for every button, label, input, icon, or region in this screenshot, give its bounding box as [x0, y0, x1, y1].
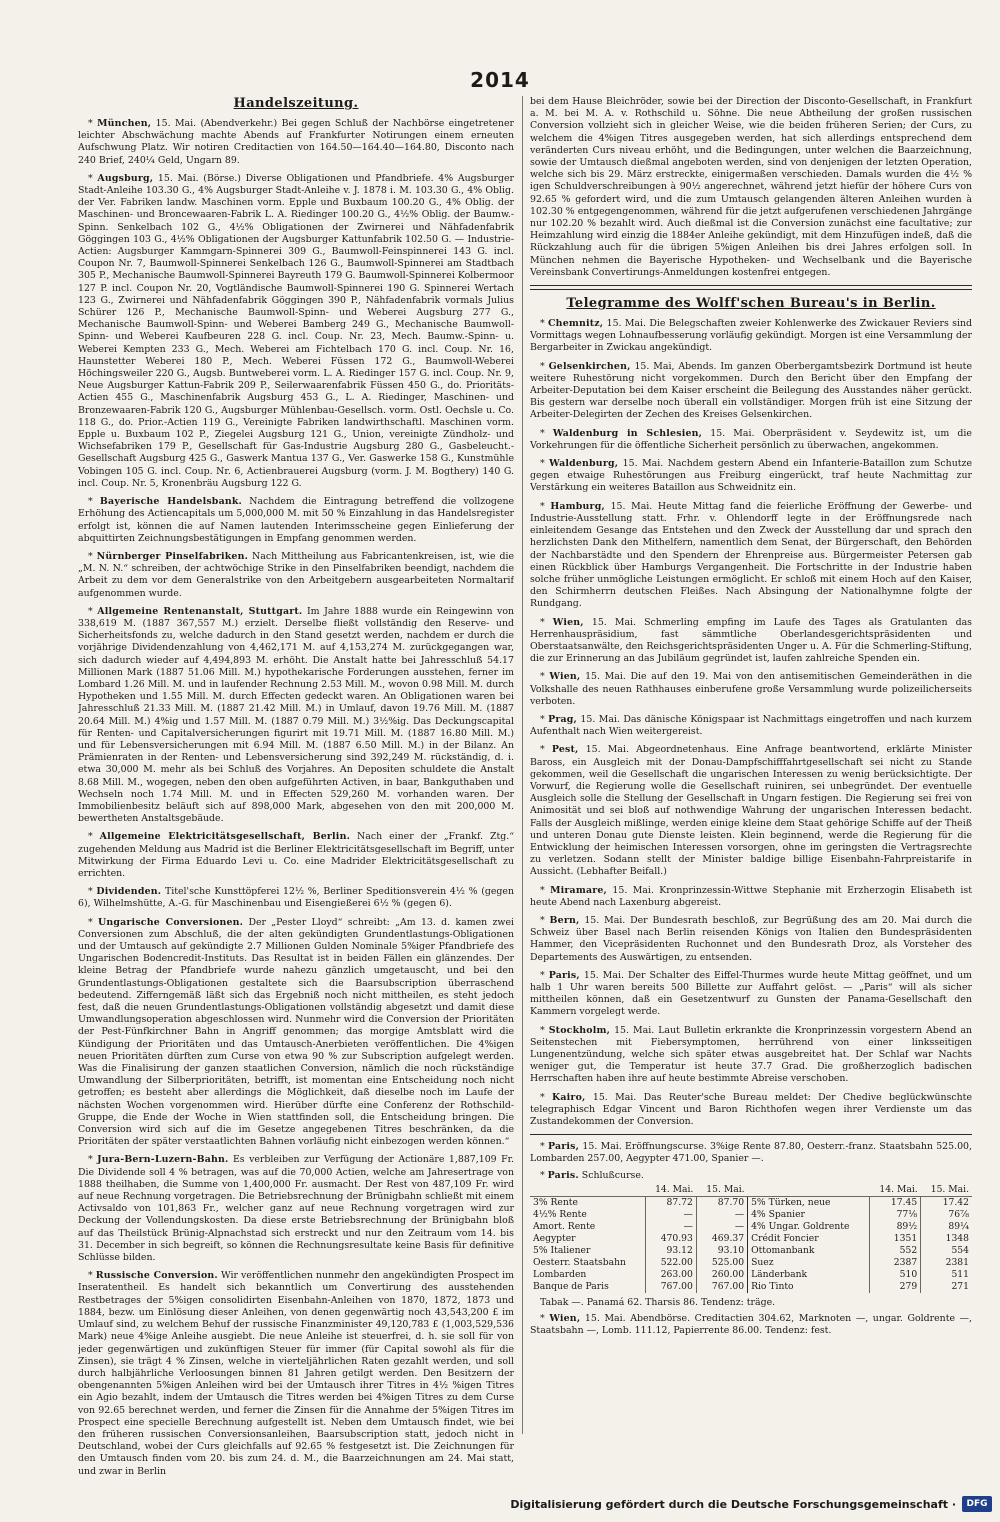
handels-article-lead: Bayerische Handelsbank.: [99, 496, 243, 508]
left-column: [78, 96, 514, 1484]
market-name-right: 5% Türken, neue: [748, 1196, 870, 1209]
market-value-left-a: 93.12: [645, 1245, 696, 1257]
dfg-logo: DFG: [962, 1496, 992, 1512]
market-value-right-a: 279: [869, 1281, 920, 1293]
telegram-article: * Chemnitz, 15. Mai. Die Belegschaften zweier Kohlenwerke des Zwickauer Reviers sind Vormittags wegen Lohnaufbesserung vorläufig gekündigt. Morgen ist eine Versammlung der Bergarbeiter in Zwickau angekündigt.: [530, 318, 972, 354]
market-value-right-b: 76⅞: [921, 1209, 972, 1221]
market-value-left-a: 522.00: [645, 1257, 696, 1269]
header-blank-right: [748, 1184, 870, 1197]
telegram-article-lead: Gelsenkirchen,: [548, 360, 631, 372]
telegram-article-text: 15. Mai. Nachdem gestern Abend ein Infanterie-Bataillon zum Schutze gegen etwaige Ruhestörungen aus Freiburg eingerückt, traf heute Nachmittag zur Verstärkung ein weiteres Bataillon aus Schweidnitz ein.: [530, 458, 972, 494]
telegram-article-text: 15. Mai. Kronprinzessin-Wittwe Stephanie mit Erzherzogin Elisabeth ist heute Abend nach Laxenburg abgereist.: [530, 884, 972, 908]
telegram-article-text: 15. Mai. Der Schalter des Eiffel-Thurmes wurde heute Mittag geöffnet, und um halb 1 Uhr waren bereits 500 Billette zur Auffahrt gelöst. — „Paris“ will als sicher mittheilen können, daß ein Gesetzentwurf zu Gunsten der Panama-Gesellschaft den Kammern vorgelegt werde.: [530, 969, 972, 1018]
market-value-right-a: 2387: [869, 1257, 920, 1269]
telegram-article-text: 15. Mai. Der Bundesrath beschloß, zur Begrüßung des am 20. Mai durch die Schweiz über Basel nach Berlin reisenden Königs von Italien den Bundespräsidenten Hammer, den Vicepräsidenten Ruchonnet und den Bundesrath Droz, als Vorsteher des Departements des Auswärtigen, zu entsenden.: [530, 914, 972, 963]
handels-article-lead: Ungarische Conversionen.: [98, 916, 244, 928]
telegram-article-text: 15. Mai. Das dänische Königspaar ist Nachmittags eingetroffen und nach kurzem Aufenthalt nach Wien weitergereist.: [530, 713, 972, 738]
header-left-b: 15. Mai.: [696, 1184, 747, 1197]
paris-opening-lead: Paris,: [547, 1141, 580, 1153]
page-number: 2014: [470, 68, 530, 92]
telegram-article-lead: Chemnitz,: [548, 318, 604, 330]
market-value-left-b: —: [696, 1209, 747, 1221]
telegram-article: * Wien, 15. Mai. Die auf den 19. Mai von den antisemitischen Gemeinderäthen in die Volkshalle des neuen Rathhauses einberufene große Versammlung wurde polizeilicherseits verboten.: [530, 671, 972, 707]
market-value-left-b: 260.00: [696, 1269, 747, 1281]
wien-market: * Wien, 15. Mai. Abendbörse. Creditactien 304.62, Marknoten —, ungar. Goldrente —, Staatsbahn —, Lomb. 111.12, Papierrente 86.00. Tendenz: fest.: [530, 1313, 972, 1337]
handels-article-text: Es verbleiben zur Verfügung der Actionäre 1,887,109 Fr. Die Dividende soll 4 % betragen, was auf die 70,000 Actien, welche am Jahresertrage von 1888 theilhaben, die Summe von 1,400,000 Fr. ausmacht. Der Rest von 487,109 Fr. wird auf neue Rechnung vorgetragen. Die Betriebsrechnung der Brünigbahn schließt mit einem Activsaldo von 101,863 Fr., welcher ganz auf neue Rechnung vorgetragen wird zur Deckung der Vollendungskosten. Da diese erste Betriebsrechnung der Brünigbahn bloß auf das Theilstück Brünig-Alpnachstad sich erstreckt und nur den Zeitraum vom 14. bis 31. December in sich begreift, so können die Rechnungsresultate keine Basis für definitive Schlüsse bilden.: [78, 1154, 514, 1264]
telegram-article: * Miramare, 15. Mai. Kronprinzessin-Wittwe Stephanie mit Erzherzogin Elisabeth ist heute Abend nach Laxenburg abgereist.: [530, 884, 972, 908]
telegram-article: * Bern, 15. Mai. Der Bundesrath beschloß, zur Begrüßung des am 20. Mai durch die Schweiz über Basel nach Berlin reisenden Königs von Italien den Bundespräsidenten Hammer, den Vicepräsidenten Ruchonnet und den Bundesrath Droz, als Vorsteher des Departements des Auswärtigen, zu entsenden.: [530, 914, 972, 963]
header-blank-left: [530, 1184, 645, 1197]
footer-credit: Digitalisierung gefördert durch die Deutsche Forschungsgemeinschaft ·: [510, 1498, 956, 1511]
paris-close-lead: Paris.: [547, 1169, 579, 1181]
telegram-article-text: 15. Mai. Abgeordnetenhaus. Eine Anfrage beantwortend, erklärte Minister Baross, ein Ausgleich mit der Donau-Dampfschifffahrtgesellschaft sei nicht zu Stande gekommen, weil die Gesellschaft die ungarischen Interessen zu wenig berücksichtigte. Der Vorwurf, die Regierung wolle die Gesellschaft ruiniren, sei unbegründet. Der eventuelle Ausgleich solle die Stellung der Gesellschaft in Ungarn festigen. Die Regierung sei frei von Animosität und sei bloß auf nothwendige Wahrung der ungarischen Interessen bedacht. Falls der Ausgleich mißlinge, werden einige kleine dem Staat gehörige Schiffe auf der Theiß und unteren Donau gute Dienste leisten. Klein beginnend, werde die Regierung für die Entwicklung der heimischen Interessen vorsorgen, ohne im geringsten die Vertragsrechte zu verletzen. Sodann stellt der Minister baldige billige Eisenbahn-Fahrpreistarife in Aussicht. (Lebhafter Beifall.): [530, 744, 972, 878]
market-value-left-b: 525.00: [696, 1257, 747, 1269]
telegram-article-lead: Bern,: [549, 914, 580, 926]
handels-article: * Allgemeine Rentenanstalt, Stuttgart. Im Jahre 1888 wurde ein Reingewinn von 338,619 M. (1887 367,557 M.) erzielt. Derselbe fließt vollständig den Reserve- und Sicherheitsfonds zu, welche dadurch in den Stand gesetzt werden, nachdem er durch die vorjährige Dividendenzahlung von 4,462,171 M. auf 4,153,274 M. zurückgegangen war, sich dadurch wieder auf 4,494,893 M. erhöht. Die Anstalt hatte bei Jahresschluß 54.17 Millionen Mark (1887 51.06 Mill. M.) hypothekarische Forderungen ausstehen, ferner im Lombard 1.26 Mill. M. und in laufender Rechnung 2.53 Mill. M., wovon 0.98 Mill. M. durch Hypotheken und 1.55 Mill. M. durch Effecten gedeckt waren. An Obligationen waren bei Jahresschluß 21.33 Mill. M. (1887 21.42 Mill. M.) in Umlauf, davon 19.76 Mill. M. (1887 20.64 Mill. M.) 4%ig und 1.57 Mill. M. (1887 0.79 Mill. M.) 3½%ig. Das Deckungscapital für Renten- und Capitalversicherungen figurirt mit 19.71 Mill. M. (1887 16.80 Mill. M.) und für Lebensversicherungen mit 6.94 Mill. M. (1887 6.50 Mill. M.) in der Bilanz. An Prämienraten in der Renten- und Lebensversicherung sind 392,249 M. rückständig, d. i. etwa 30,000 M. mehr als bei Schluß des Vorjahres. An Depositen schuldete die Anstalt 8.68 Mill. M., wogegen, neben den oben aufgeführten Activen, in baar, Bankguthaben und Wechseln noch 1.74 Mill. M. und in Effecten 529,260 M. vorhanden waren. Der Immobilienbesitz beläuft sich auf 898,000 Mark, abgesehen von den mit 200,000 M. bewertheten Anstaltsgebäude.: [78, 605, 514, 825]
right-column: [530, 96, 972, 1339]
market-row: [530, 1269, 972, 1281]
telegram-article: * Pest, 15. Mai. Abgeordnetenhaus. Eine Anfrage beantwortend, erklärte Minister Baross, ein Ausgleich mit der Donau-Dampfschifffahrtgesellschaft sei nicht zu Stande gekommen, weil die Gesellschaft die ungarischen Interessen zu wenig berücksichtigte. Der Vorwurf, die Regierung wolle die Gesellschaft ruiniren, sei unbegründet. Der eventuelle Ausgleich solle die Stellung der Gesellschaft in Ungarn festigen. Die Regierung sei frei von Animosität und sei bloß auf nothwendige Wahrung der ungarischen Interessen bedacht. Falls der Ausgleich mißlinge, werden einige kleine dem Staat gehörige Schiffe auf der Theiß und unteren Donau gute Dienste leisten. Klein beginnend, werde die Regierung für die Entwicklung der heimischen Interessen vorsorgen, ohne im geringsten die Vertragsrechte zu verletzen. Sodann stellt der Minister baldige billige Eisenbahn-Fahrpreistarife in Aussicht. (Lebhafter Beifall.): [530, 744, 972, 878]
market-value-left-a: 87.72: [645, 1196, 696, 1209]
telegram-article: * Waldenburg, 15. Mai. Nachdem gestern Abend ein Infanterie-Bataillon zum Schutze gegen etwaige Ruhestörungen aus Freiburg eingerückt, traf heute Nachmittag zur Verstärkung ein weiteres Bataillon aus Schweidnitz ein.: [530, 458, 972, 494]
wien-market-text: 15. Mai. Abendbörse. Creditactien 304.62, Marknoten —, ungar. Goldrente —, Staatsbahn —, Lomb. 111.12, Papierrente 86.00. Tendenz: fest.: [530, 1313, 972, 1337]
handels-article-lead: Allgemeine Elektricitätsgesellschaft, Berlin.: [99, 831, 351, 843]
telegram-article-lead: Waldenburg,: [549, 458, 619, 470]
section-rule: [530, 285, 972, 290]
handels-article-text: Nachdem die Eintragung betreffend die vollzogene Erhöhung des Actiencapitals um 5,000,000 M. mit 50 % Einzahlung in das Handelsregister erfolgt ist, können die auf Namen lautenden Interimsscheine gegen Einlieferung der abquittirten Zeichnungsbestätigungen in Empfang genommen werden.: [78, 496, 514, 544]
paris-opening: * Paris, 15. Mai. Eröffnungscurse. 3%ige Rente 87.80, Oesterr.-franz. Staatsbahn 525.00, Lombarden 257.00, Aegypter 471.00, Spanier —.: [530, 1141, 972, 1165]
handels-article-text: 15. Mai. (Abendverkehr.) Bei gegen Schluß der Nachbörse eingetretener leichter Abschwächung machte Abends auf Frankfurter Notirungen einem erneuten Aufschwung Platz. Wir notiren Creditactien von 164.50—164.40—164.80, Disconto nach 240 Brief, 240¼ Geld, Ungarn 89.: [78, 118, 514, 166]
market-value-left-b: 87.70: [696, 1196, 747, 1209]
telegram-article-lead: Hamburg,: [550, 500, 605, 512]
market-value-left-a: 470.93: [645, 1233, 696, 1245]
telegram-article-text: 15. Mai. Laut Bulletin erkrankte die Kronprinzessin vorgestern Abend an Seitenstechen mit Fiebersymptomen, herrührend von einer linksseitigen Lungenentzündung, welche sich später etwas ausgebreitet hat. Der Schlaf war Nachts weniger gut, die Temperatur ist heute 37.7 Grad. Die großherzoglich badischen Herrschaften haben ihre auf heute bestimmte Abreise verschoben.: [530, 1024, 972, 1085]
market-section: [530, 1141, 972, 1337]
telegram-article: * Gelsenkirchen, 15. Mai, Abends. Im ganzen Oberbergamtsbezirk Dortmund ist heute weitere Ruhestörung nicht vorgekommen. Durch den Bericht über den Empfang der Arbeiter-Deputation bei dem Kaiser erscheint die Beilegung des Ausstandes näher gerückt. Bis gestern war derselbe noch überall ein vollständiger. Morgen früh ist eine Sitzung der Arbeiter-Delegirten der Zechen des Kreises Gelsenkirchen.: [530, 360, 972, 421]
paris-close: * Paris. Schlußcurse.: [540, 1169, 644, 1181]
telegram-article-lead: Stockholm,: [548, 1024, 611, 1036]
handels-article-lead: Russische Conversion.: [95, 1270, 218, 1282]
telegram-article: * Paris, 15. Mai. Der Schalter des Eiffel-Thurmes wurde heute Mittag geöffnet, und um halb 1 Uhr waren bereits 500 Billette zur Auffahrt gelöst. — „Paris“ will als sicher mittheilen können, daß ein Gesetzentwurf zu Gunsten der Panama-Gesellschaft den Kammern vorgelegt werde.: [530, 969, 972, 1018]
tabak-line: Tabak —. Panamá 62. Tharsis 86. Tendenz: träge.: [540, 1296, 776, 1308]
handels-article-text: Der „Pester Lloyd“ schreibt: „Am 13. d. kamen zwei Conversionen zum Abschluß, die der alten gekündigten Grundentlastungs-Obligationen und der Umtausch auf gekündigte 2.7 Millionen Gulden Nominale 5%iger Pfandbriefe des Ungarischen Bodencredit-Instituts. Das Resultat ist in beiden Fällen ein glänzendes. Der kleine Betrag der Pfandbriefe wurde nahezu gänzlich umgetauscht, und bei den Grundentlastungs-Obligationen gestaltete sich die Baarsubscription überraschend bedeutend. Zifferngemäß läßt sich das Ergebniß noch nicht mittheilen, es steht jedoch fest, daß die neuen Grundentlastungs-Obligationen vollständig abgesetzt und damit diese Umwandlungsoperation abgeschlossen wird. Nunmehr wird die Conversion der Prioritäten der Pest-Fünfkirchner Bahn in Angriff genommen; das morgige Amtsblatt wird die Kündigung der Prioritäten und das Umtausch-Anerbieten veröffentlichen. Die 4%igen neuen Prioritäten dürften zum Curse von etwa 90 % zur Subscription aufgelegt werden. Was die Finalisirung der ganzen staatlichen Conversion, nämlich die noch rückständige Umwandlung der Silberprioritäten, betrifft, ist momentan eine Entscheidung noch nicht getroffen; es besteht aber allerdings die Möglichkeit, daß dieselbe noch im Laufe der nächsten Wochen vorgenommen wird. Hierüber dürfte eine Conferenz der Rothschild-Gruppe, die Ende der Woche in Wien stattfinden soll, die Entscheidung bringen. Die Conversion wird sich auf die im Gesetze angegebenen Titres beschränken, da die Prioritäten der später verstaatlichten Bahnen vorläufig nicht einbezogen werden können.“: [78, 916, 514, 1148]
market-value-left-b: 767.00: [696, 1281, 747, 1293]
market-name-left: Banque de Paris: [533, 1280, 609, 1292]
telegram-article-lead: Prag,: [548, 713, 577, 725]
handels-article: * Allgemeine Elektricitätsgesellschaft, Berlin. Nach einer der „Frankf. Ztg.“ zugehenden Meldung aus Madrid ist die Berliner Elektricitätsgesellschaft im Begriff, unter Mitwirkung der Firma Eduardo Levi u. Co. eine Madrider Elektricitätsgesellschaft zu errichten.: [78, 831, 514, 879]
market-name-left: 5% Italiener: [533, 1244, 591, 1256]
market-row: [530, 1233, 972, 1245]
market-name-right: Crédit Foncier: [748, 1233, 870, 1245]
telegram-article: * Stockholm, 15. Mai. Laut Bulletin erkrankte die Kronprinzessin vorgestern Abend an Seitenstechen mit Fiebersymptomen, herrührend von einer linksseitigen Lungenentzündung, welche sich später etwas ausgebreitet hat. Der Schlaf war Nachts weniger gut, die Temperatur ist heute 37.7 Grad. Die großherzoglich badischen Herrschaften haben ihre auf heute bestimmte Abreise verschoben.: [530, 1024, 972, 1085]
telegram-article-text: 15. Mai. Das Reuter'sche Bureau meldet: Der Chedive beglückwünschte telegraphisch Edgar Vincent und Baron Richthofen wegen ihrer Verdienste um das Zustandekommen der Conversion.: [530, 1091, 972, 1128]
handels-article-lead: München,: [97, 118, 152, 129]
telegram-article-lead: Kairo,: [552, 1091, 586, 1103]
market-value-right-b: 271: [921, 1281, 972, 1293]
telegram-article-lead: Paris,: [548, 969, 580, 981]
telegram-article-text: 15. Mai. Heute Mittag fand die feierliche Eröffnung der Gewerbe- und Industrie-Ausstellung statt. Frhr. v. Ohlendorff legte in der Eröffnungsrede nach einleitendem Gesange das Entstehen und den Zweck der Ausstellung dar und sprach den herzlichsten Dank den Mithelfern, namentlich dem Senat, der Bürgerschaft, den Behörden der Nachbarstädte und den Spendern der Ehrenpreise aus. Bürgermeister Petersen gab einen Rückblick über Hamburgs Vergangenheit. Die Fortschritte in der Industrie haben solche früher unmögliche Leistungen ermöglicht. Er schloß mit einem Hoch auf den Kaiser, den Schirmherrn deutschen Fleißes. Nach Absingung der Nationalhymne folgte der Rundgang.: [530, 500, 972, 610]
handels-article: * München, 15. Mai. (Abendverkehr.) Bei gegen Schluß der Nachbörse eingetretener leichter Abschwächung machte Abends auf Frankfurter Notirungen einem erneuten Aufschwung Platz. Wir notiren Creditactien von 164.50—164.40—164.80, Disconto nach 240 Brief, 240¼ Geld, Ungarn 89.: [78, 118, 514, 166]
market-table-header: [530, 1184, 972, 1197]
market-name-left: 3% Rente: [533, 1196, 578, 1208]
market-value-right-a: 17.45: [869, 1196, 920, 1209]
telegram-article-lead: Miramare,: [550, 884, 607, 896]
market-value-right-a: 77⅛: [869, 1209, 920, 1221]
market-row: [530, 1245, 972, 1257]
handels-article-text: Wir veröffentlichen nunmehr den angekündigten Prospect im Inseratentheil. Es handelt sich bekanntlich um Convertirung des ausstehenden Restbetrages der 5%igen consolidirten Eisenbahn-Anleihen von 1870, 1872, 1873 und 1884, bezw. um Einlösung dieser Anleihen, von denen gegenwärtig noch 43,543,200 £ im Umlauf sind, zu welchem Behuf der russische Finanzminister 49,120,783 £ (1,003,529,536 Mark) neue 4%ige Anleihe ausgiebt. Die neue Anleihe ist steuerfrei, d. h. sie soll für von jeder gegenwärtigen und zukünftigen Steuer für immer (für Capital sowohl als für die Zinsen), sie trägt 4 % Zinsen, welche in vierteljährlichen Raten gezahlt werden, und soll durch halbjährliche Verloosungen binnen 81 Jahren getilgt werden. Den Besitzern der obengenannten 5%igen Anleihen wird bei der Umtausch ihrer Titres in 4½ %igen Titres ein Agio bezahlt, indem der Umtausch die Titres werden bei 4%igen Titres zu dem Curse von 92.65 berechnet werden, und ferner die Zinsen für die Annahme der 5%igen Titres im Prospect eine specielle Berechnung aufgestellt ist. Neben dem Umtausch findet, wie bei den früheren russischen Conversionsanleihen, Baarsubscription statt, jedoch nicht in Deutschland, wobei der Curs gleichfalls auf 92.65 % festgesetzt ist. Die Zeichnungen für den Umtausch finden vom 20. bis zum 24. d. M., die Baarzeichnungen am 24. Mai statt, und zwar in Berlin: [78, 1270, 514, 1477]
market-rule: [530, 1134, 972, 1135]
column-divider: [522, 96, 523, 1434]
paris-opening-text: 15. Mai. Eröffnungscurse. 3%ige Rente 87.80, Oesterr.-franz. Staatsbahn 525.00, Lombarden 257.00, Aegypter 471.00, Spanier —.: [530, 1141, 972, 1165]
handels-article-text: Titel'sche Kunsttöpferei 12½ %, Berliner Speditionsverein 4½ % (gegen 6), Wilhelmshütte, A.-G. für Maschinenbau und Eisengießerei 6½ % (gegen 6).: [78, 886, 514, 910]
telegram-article-text: 15. Mai. Oberpräsident v. Seydewitz ist, um die Vorkehrungen für die öffentliche Sicherheit persönlich zu überwachen, angekommen.: [530, 427, 972, 451]
telegram-article-lead: Wien,: [549, 671, 581, 683]
handels-article: * Russische Conversion. Wir veröffentlichen nunmehr den angekündigten Prospect im Inseratentheil. Es handelt sich bekanntlich um Convertirung des ausstehenden Restbetrages der 5%igen consolidirten Eisenbahn-Anleihen von 1870, 1872, 1873 und 1884, bezw. um Einlösung dieser Anleihen, von denen gegenwärtig noch 43,543,200 £ im Umlauf sind, zu welchem Behuf der russische Finanzminister 49,120,783 £ (1,003,529,536 Mark) neue 4%ige Anleihe ausgiebt. Die neue Anleihe ist steuerfrei, d. h. sie soll für von jeder gegenwärtigen und zukünftigen Steuer für immer (für Capital sowohl als für die Zinsen), sie trägt 4 % Zinsen, welche in vierteljährlichen Raten gezahlt werden, und soll durch halbjährliche Verloosungen binnen 81 Jahren getilgt werden. Den Besitzern der obengenannten 5%igen Anleihen wird bei der Umtausch ihrer Titres in 4½ %igen Titres ein Agio bezahlt, indem der Umtausch die Titres werden bei 4%igen Titres zu dem Curse von 92.65 berechnet werden, und ferner die Zinsen für die Annahme der 5%igen Titres im Prospect eine specielle Berechnung aufgestellt ist. Neben dem Umtausch findet, wie bei den früheren russischen Conversionsanleihen, Baarsubscription statt, jedoch nicht in Deutschland, wobei der Curs gleichfalls auf 92.65 % festgesetzt ist. Die Zeichnungen für den Umtausch finden vom 20. bis zum 24. d. M., die Baarzeichnungen am 24. Mai statt, und zwar in Berlin: [78, 1270, 514, 1477]
market-name-left: Lombarden: [533, 1268, 587, 1280]
market-name-right: Ottomanbank: [748, 1245, 870, 1257]
market-value-right-b: 89¼: [921, 1221, 972, 1233]
handels-article: * Dividenden. Titel'sche Kunsttöpferei 12½ %, Berliner Speditionsverein 4½ % (gegen 6), Wilhelmshütte, A.-G. für Maschinenbau und Eisengießerei 6½ % (gegen 6).: [78, 886, 514, 910]
market-row: [530, 1281, 972, 1293]
market-table: [530, 1184, 972, 1293]
market-value-right-a: 1351: [869, 1233, 920, 1245]
left-articles: [78, 118, 514, 1478]
market-value-left-a: —: [645, 1221, 696, 1233]
handels-article-text: Nach einer der „Frankf. Ztg.“ zugehenden Meldung aus Madrid ist die Berliner Elektricitätsgesellschaft im Begriff, unter Mitwirkung der Firma Eduardo Levi u. Co. eine Madrider Elektricitätsgesellschaft zu errichten.: [78, 831, 514, 879]
telegram-article: * Hamburg, 15. Mai. Heute Mittag fand die feierliche Eröffnung der Gewerbe- und Industrie-Ausstellung statt. Frhr. v. Ohlendorff legte in der Eröffnungsrede nach einleitendem Gesange das Entstehen und den Zweck der Ausstellung dar und sprach den herzlichsten Dank den Mithelfern, namentlich dem Senat, der Bürgerschaft, den Behörden der Nachbarstädte und den Spendern der Ehrenpreise aus. Bürgermeister Petersen gab einen Rückblick über Hamburgs Vergangenheit. Die Fortschritte in der Industrie haben solche früher unmögliche Leistungen ermöglicht. Er schloß mit einem Hoch auf den Kaiser, den Schirmherrn deutschen Fleißes. Nach Absingung der Nationalhymne folgte der Rundgang.: [530, 500, 972, 610]
market-value-right-b: 17.42: [921, 1196, 972, 1209]
market-value-left-a: —: [645, 1209, 696, 1221]
handels-article: * Nürnberger Pinselfabriken. Nach Mittheilung aus Fabricantenkreisen, ist, wie die „M. N. N.“ schreiben, der achtwöchige Strike in den Pinselfabriken beendigt, nachdem die Arbeit zu dem vor dem Generalstrike von den Arbeitgebern ausgearbeiteten Normaltarif aufgenommen wurde.: [78, 550, 514, 599]
section-title-telegramme: Telegramme des Wolff'schen Bureau's in Berlin.: [566, 296, 936, 312]
market-name-left: Oesterr. Staatsbahn: [533, 1256, 626, 1268]
handels-article-lead: Jura-Bern-Luzern-Bahn.: [97, 1154, 229, 1166]
market-table-body: [530, 1196, 972, 1293]
handels-article-text: Im Jahre 1888 wurde ein Reingewinn von 338,619 M. (1887 367,557 M.) erzielt. Derselbe fließt vollständig den Reserve- und Sicherheitsfonds zu, welche dadurch in den Stand gesetzt werden, nachdem er durch die vorjährige Dividendenzahlung von 4,462,171 M. auf 4,153,274 M. zurückgegangen war, sich dadurch wieder auf 4,494,893 M. erhöht. Die Anstalt hatte bei Jahresschluß 54.17 Millionen Mark (1887 51.06 Mill. M.) hypothekarische Forderungen ausstehen, ferner im Lombard 1.26 Mill. M. und in laufender Rechnung 2.53 Mill. M., wovon 0.98 Mill. M. durch Hypotheken und 1.55 Mill. M. durch Effecten gedeckt waren. An Obligationen waren bei Jahresschluß 21.33 Mill. M. (1887 21.42 Mill. M.) in Umlauf, davon 19.76 Mill. M. (1887 20.64 Mill. M.) 4%ig und 1.57 Mill. M. (1887 0.79 Mill. M.) 3½%ig. Das Deckungscapital für Renten- und Capitalversicherungen figurirt mit 19.71 Mill. M. (1887 16.80 Mill. M.) und für Lebensversicherungen mit 6.94 Mill. M. (1887 6.50 Mill. M.) in der Bilanz. An Prämienraten in der Renten- und Lebensversicherung sind 392,249 M. rückständig, d. i. etwa 30,000 M. mehr als bei Schluß des Vorjahres. An Depositen schuldete die Anstalt 8.68 Mill. M., wogegen, neben den oben aufgeführten Activen, in baar, Bankguthaben und Wechseln noch 1.74 Mill. M. und in Effecten 529,260 M. vorhanden waren. Der Immobilienbesitz beläuft sich auf 898,000 Mark, abgesehen von den mit 200,000 M. bewertheten Anstaltsgebäude.: [78, 605, 514, 825]
market-value-left-b: —: [696, 1221, 747, 1233]
header-left-a: 14. Mai.: [645, 1184, 696, 1197]
market-value-left-b: 93.10: [696, 1245, 747, 1257]
market-value-right-b: 2381: [921, 1257, 972, 1269]
handels-article-text: Nach Mittheilung aus Fabricantenkreisen, ist, wie die „M. N. N.“ schreiben, der achtwöchige Strike in den Pinselfabriken beendigt, nachdem die Arbeit zu dem vor dem Generalstrike von den Arbeitgebern ausgearbeiteten Normaltarif aufgenommen wurde.: [78, 550, 514, 599]
handels-article: * Ungarische Conversionen. Der „Pester Lloyd“ schreibt: „Am 13. d. kamen zwei Conversionen zum Abschluß, die der alten gekündigten Grundentlastungs-Obligationen und der Umtausch auf gekündigte 2.7 Millionen Gulden Nominale 5%iger Pfandbriefe des Ungarischen Bodencredit-Instituts. Das Resultat ist in beiden Fällen ein glänzendes. Der kleine Betrag der Pfandbriefe wurde nahezu gänzlich umgetauscht, und bei den Grundentlastungs-Obligationen gestaltete sich die Baarsubscription überraschend bedeutend. Zifferngemäß läßt sich das Ergebniß noch nicht mittheilen, es steht jedoch fest, daß die neuen Grundentlastungs-Obligationen vollständig abgesetzt und damit diese Umwandlungsoperation abgeschlossen wird. Nunmehr wird die Conversion der Prioritäten der Pest-Fünfkirchner Bahn in Angriff genommen; das morgige Amtsblatt wird die Kündigung der Prioritäten und das Umtausch-Anerbieten veröffentlichen. Die 4%igen neuen Prioritäten dürften zum Curse von etwa 90 % zur Subscription aufgelegt werden. Was die Finalisirung der ganzen staatlichen Conversion, nämlich die noch rückständige Umwandlung der Silberprioritäten, betrifft, ist momentan eine Entscheidung noch nicht getroffen; es besteht aber allerdings die Möglichkeit, daß dieselbe noch im Laufe der nächsten Wochen vorgenommen wird. Hierüber dürfte eine Conferenz der Rothschild-Gruppe, die Ende der Woche in Wien stattfinden soll, die Entscheidung bringen. Die Conversion wird sich auf die im Gesetze angegebenen Titres beschränken, da die Prioritäten der später verstaatlichten Bahnen vorläufig nicht einbezogen werden können.“: [78, 916, 514, 1148]
telegram-article-text: 15. Mai. Die auf den 19. Mai von den antisemitischen Gemeinderäthen in die Volkshalle des neuen Rathhauses einberufene große Versammlung wurde polizeilicherseits verboten.: [530, 671, 972, 707]
market-value-left-a: 263.00: [645, 1269, 696, 1281]
market-value-right-a: 510: [869, 1269, 920, 1281]
market-row: [530, 1221, 972, 1233]
header-right-a: 14. Mai.: [869, 1184, 920, 1197]
telegram-article: * Prag, 15. Mai. Das dänische Königspaar ist Nachmittags eingetroffen und nach kurzem Aufenthalt nach Wien weitergereist.: [530, 713, 972, 738]
telegram-article-lead: Waldenburg in Schlesien,: [552, 427, 703, 439]
telegram-article-lead: Wien,: [552, 616, 584, 628]
market-name-left: Aegypter: [533, 1232, 576, 1244]
handels-article: * Bayerische Handelsbank. Nachdem die Eintragung betreffend die vollzogene Erhöhung des Actiencapitals um 5,000,000 M. mit 50 % Einzahlung in das Handelsregister erfolgt ist, können die auf Namen lautenden Interimsscheine gegen Einlieferung der abquittirten Zeichnungsbestätigungen in Empfang genommen werden.: [78, 496, 514, 544]
telegram-article: * Waldenburg in Schlesien, 15. Mai. Oberpräsident v. Seydewitz ist, um die Vorkehrungen für die öffentliche Sicherheit persönlich zu überwachen, angekommen.: [530, 427, 972, 451]
wien-market-lead: Wien,: [549, 1313, 581, 1325]
market-value-right-b: 554: [921, 1245, 972, 1257]
handels-article: * Augsburg, 15. Mai. (Börse.) Diverse Obligationen und Pfandbriefe. 4% Augsburger Stadt-Anleihe 103.30 G., 4% Augsburger Stadt-Anleihe v. J. 1878 i. M. 103.30 G., 4% Oblig. der Ver. Fabriken landw. Maschinen vorm. Epple und Buxbaum 100.20 G., 4% Oblig. der Maschinen- und Broncewaaren-Fabrik L. A. Riedinger 100.20 G., 4½% Oblig. der Baumw.-Spinn. Senkelbach 102 G., 4½% Obligationen der Zwirnerei und Nähfadenfabrik Göggingen 103 G., 4½% Obligationen der Augsburger Kattunfabrik 102.50 G. — Industrie-Actien: Augsburger Kammgarn-Spinnerei 309 G., Baumwoll-Feinspinnerei 143 G. incl. Coupon Nr. 7, Baumwoll-Spinnerei Senkelbach 126 G., Baumwoll-Spinnerei am Stadtbach 305 P., Mechanische Baumwoll-Spinnerei Bayreuth 179 G. Baumwoll-Spinnerei Kolbermoor 127 P. incl. Coupon Nr. 20, Vogtländische Baumwoll-Spinnerei 190 G. Spinnerei Wertach 123 G., Zwirnerei und Nähfadenfabrik Göggingen 390 P., Nähfadenfabrik vormals Julius Schürer 126 P., Mechanische Baumwoll-Spinn- und Weberei Augsburg 277 G., Mechanische Baumwoll-Spinn- und Weberei Bamberg 249 G., Mechanische Baumwoll-Spinn- und Weberei Kaufbeuren 228 G. incl. Coup. Nr. 23, Mech. Baumw.-Spinn- u. Weberei Kempten 233 G., Mech. Weberei am Fichtelbach 170 G. incl. Coup. Nr. 16, Haunstetter Weberei 180 P., Mech. Weberei Füssen 172 G., Baumwoll-Weberei Höchingsweiler 220 G., Augsb. Buntweberei vorm. L. A. Riedinger 157 G. incl. Coup. Nr. 9, Neue Augsburger Kattun-Fabrik 209 P., Seilerwaarenfabrik Füssen 450 G., do. Prioritäts-Actien 455 G., Maschinenfabrik Augsburg 453 G., L. A. Riedinger, Maschinen- und Bronzewaaren-Fabrik 120 G., Augsburger Mühlenbau-Gesellsch. vorm. Ostl. Oechsle u. Co. 118 G., do. Prior.-Actien 119 G., Vereinigte Fabriken landwirthschaftl. Maschinen vorm. Epple u. Buxbaum 102 P., Ziegelei Augsburg 121 G., Union, vereinigte Zündholz- und Wichsefabriken 179 P., Gesellschaft für Gas-Industrie Augsburg 280 G., Gasbeleucht.-Gesellschaft Augsburg 425 G., Gaswerk Mantua 137 G., Ver. Gaswerke 158 G., Kunstmühle Vobingen 105 G. incl. Coup. Nr. 6, Actienbrauerei Augsburg (vorm. J. M. Bogthery) 140 G. incl. Coup. Nr. 5, Kronenbräu Augsburg 122 G.: [78, 172, 514, 489]
market-name-right: 4% Spanier: [748, 1209, 870, 1221]
handels-article-text: 15. Mai. (Börse.) Diverse Obligationen und Pfandbriefe. 4% Augsburger Stadt-Anleihe 103.30 G., 4% Augsburger Stadt-Anleihe v. J. 1878 i. M. 103.30 G., 4% Oblig. der Ver. Fabriken landw. Maschinen vorm. Epple und Buxbaum 100.20 G., 4% Oblig. der Maschinen- und Broncewaaren-Fabrik L. A. Riedinger 100.20 G., 4½% Oblig. der Baumw.-Spinn. Senkelbach 102 G., 4½% Obligationen der Zwirnerei und Nähfadenfabrik Göggingen 103 G., 4½% Obligationen der Augsburger Kattunfabrik 102.50 G. — Industrie-Actien: Augsburger Kammgarn-Spinnerei 309 G., Baumwoll-Feinspinnerei 143 G. incl. Coupon Nr. 7, Baumwoll-Spinnerei Senkelbach 126 G., Baumwoll-Spinnerei am Stadtbach 305 P., Mechanische Baumwoll-Spinnerei Bayreuth 179 G. Baumwoll-Spinnerei Kolbermoor 127 P. incl. Coupon Nr. 20, Vogtländische Baumwoll-Spinnerei 190 G. Spinnerei Wertach 123 G., Zwirnerei und Nähfadenfabrik Göggingen 390 P., Nähfadenfabrik vormals Julius Schürer 126 P., Mechanische Baumwoll-Spinn- und Weberei Augsburg 277 G., Mechanische Baumwoll-Spinn- und Weberei Bamberg 249 G., Mechanische Baumwoll-Spinn- und Weberei Kaufbeuren 228 G. incl. Coup. Nr. 23, Mech. Baumw.-Spinn- u. Weberei Kempten 233 G., Mech. Weberei am Fichtelbach 170 G. incl. Coup. Nr. 16, Haunstetter Weberei 180 P., Mech. Weberei Füssen 172 G., Baumwoll-Weberei Höchingsweiler 220 G., Augsb. Buntweberei vorm. L. A. Riedinger 157 G. incl. Coup. Nr. 9, Neue Augsburger Kattun-Fabrik 209 P., Seilerwaarenfabrik Füssen 450 G., do. Prioritäts-Actien 455 G., Maschinenfabrik Augsburg 453 G., L. A. Riedinger, Maschinen- und Bronzewaaren-Fabrik 120 G., Augsburger Mühlenbau-Gesellsch. vorm. Ostl. Oechsle u. Co. 118 G., do. Prior.-Actien 119 G., Vereinigte Fabriken landwirthschaftl. Maschinen vorm. Epple u. Buxbaum 102 P., Ziegelei Augsburg 121 G., Union, vereinigte Zündholz- und Wichsefabriken 179 P., Gesellschaft für Gas-Industrie Augsburg 280 G., Gasbeleucht.-Gesellschaft Augsburg 425 G., Gaswerk Mantua 137 G., Ver. Gaswerke 158 G., Kunstmühle Vobingen 105 G. incl. Coup. Nr. 6, Actienbrauerei Augsburg (vorm. J. M. Bogthery) 140 G. incl. Coup. Nr. 5, Kronenbräu Augsburg 122 G.: [78, 172, 514, 489]
market-value-right-a: 89½: [869, 1221, 920, 1233]
handels-article-lead: Augsburg,: [97, 172, 154, 184]
market-name-right: Rio Tinto: [748, 1281, 870, 1293]
handels-article-lead: Dividenden.: [96, 886, 162, 898]
market-row: [530, 1209, 972, 1221]
telegram-article: * Wien, 15. Mai. Schmerling empfing im Laufe des Tages als Gratulanten das Herrenhauspräsidium, fast sämmtliche Oberlandesgerichtspräsidenten und Oberstaatsanwälte, den Reichsgerichtspräsidenten Unger u. A. Für die Schmerling-Stiftung, die zur Erinnerung an das Jubiläum gegründet ist, laufen zahlreiche Spenden ein.: [530, 616, 972, 665]
market-value-right-b: 511: [921, 1269, 972, 1281]
market-value-right-b: 1348: [921, 1233, 972, 1245]
telegram-article-text: 15. Mai, Abends. Im ganzen Oberbergamtsbezirk Dortmund ist heute weitere Ruhestörung nicht vorgekommen. Durch den Bericht über den Empfang der Arbeiter-Deputation bei dem Kaiser erscheint die Beilegung des Ausstandes näher gerückt. Bis gestern war derselbe noch überall ein vollständiger. Morgen früh ist eine Sitzung der Arbeiter-Delegirten der Zechen des Kreises Gelsenkirchen.: [530, 360, 972, 421]
handels-article: * Jura-Bern-Luzern-Bahn. Es verbleiben zur Verfügung der Actionäre 1,887,109 Fr. Die Dividende soll 4 % betragen, was auf die 70,000 Actien, welche am Jahresertrage von 1888 theilhaben, die Summe von 1,400,000 Fr. ausmacht. Der Rest von 487,109 Fr. wird auf neue Rechnung vorgetragen. Die Betriebsrechnung der Brünigbahn schließt mit einem Activsaldo von 101,863 Fr., welcher ganz auf neue Rechnung vorgetragen wird zur Deckung der Vollendungskosten. Da diese erste Betriebsrechnung der Brünigbahn bloß auf das Theilstück Brünig-Alpnachstad sich erstreckt und nur den Zeitraum vom 14. bis 31. December in sich begreift, so können die Rechnungsresultate keine Basis für definitive Schlüsse bilden.: [78, 1154, 514, 1264]
telegram-article: * Kairo, 15. Mai. Das Reuter'sche Bureau meldet: Der Chedive beglückwünschte telegraphisch Edgar Vincent und Baron Richthofen wegen ihrer Verdienste um das Zustandekommen der Conversion.: [530, 1091, 972, 1128]
header-right-b: 15. Mai.: [921, 1184, 972, 1197]
section-title-handelszeitung: Handelszeitung.: [233, 96, 359, 111]
telegram-article-lead: Pest,: [551, 744, 579, 756]
market-name-left: Amort. Rente: [533, 1220, 596, 1232]
telegram-list: [530, 318, 972, 1128]
handels-article-lead: Allgemeine Rentenanstalt, Stuttgart.: [97, 605, 303, 617]
continuation-paragraph: bei dem Hause Bleichröder, sowie bei der Direction der Disconto-Gesellschaft, in Frankfurt a. M. bei M. A. v. Rothschild u. Söhne. Die neue Abtheilung der großen russischen Conversion vollzieht sich in gleicher Weise, wie die beiden früheren Serien; der Curs, zu welchem die 4%igen Titres ausgegeben werden, hat sich allerdings entsprechend dem veränderten Curs niveau erhöht, und die Bedingungen, unter welchen die Baarzeichnung, sowie der Umtausch dießmal angeboten werden, sind von denjenigen der letzten Operation, welche sich bis 29. März erstreckte, einigermaßen verschieden. Damals wurden die 4½ % igen Schuldverschreibungen à 90½ angerechnet, während jetzt hiefür der höhere Curs von 92.65 % gefordert wird, und die zum Umtausch gelangenden älteren Anleihen wurden à 102.30 % entgegengenommen, während für die jetzt aufgerufenen verschiedenen Jahrgänge nur 102.20 % bezahlt wird. Auch dießmal ist die Conversion zunächst eine facultative; zur Heimzahlung wird einzig die 1884er Anleihe gekündigt, mit dem Hinzufügen indeß, daß die Rückzahlung auch für die übrigen 5%igen Anleihen bis drei Jahres erfolgen soll. In München nehmen die Bayerische Hypotheken- und Wechselbank und die Bayerische Vereinsbank Convertirungs-Anmeldungen kostenfrei entgegen.: [530, 96, 972, 278]
paris-close-text: Schlußcurse.: [581, 1169, 644, 1181]
telegram-article-text: 15. Mai. Schmerling empfing im Laufe des Tages als Gratulanten das Herrenhauspräsidium, fast sämmtliche Oberlandesgerichtspräsidenten und Oberstaatsanwälte, den Reichsgerichtspräsidenten Unger u. A. Für die Schmerling-Stiftung, die zur Erinnerung an das Jubiläum gegründet ist, laufen zahlreiche Spenden ein.: [530, 616, 972, 665]
market-value-left-a: 767.00: [645, 1281, 696, 1293]
market-row: [530, 1257, 972, 1269]
market-row: [530, 1196, 972, 1209]
market-value-right-a: 552: [869, 1245, 920, 1257]
market-value-left-b: 469.37: [696, 1233, 747, 1245]
market-name-right: Länderbank: [748, 1269, 870, 1281]
market-name-right: 4% Ungar. Goldrente: [748, 1221, 870, 1233]
market-name-left: 4½% Rente: [533, 1208, 587, 1220]
market-name-right: Suez: [748, 1257, 870, 1269]
telegram-article-text: 15. Mai. Die Belegschaften zweier Kohlenwerke des Zwickauer Reviers sind Vormittags wegen Lohnaufbesserung vorläufig gekündigt. Morgen ist eine Versammlung der Bergarbeiter in Zwickau angekündigt.: [530, 318, 972, 354]
footer-bar: [0, 1496, 1000, 1522]
handels-article-lead: Nürnberger Pinselfabriken.: [96, 550, 249, 562]
